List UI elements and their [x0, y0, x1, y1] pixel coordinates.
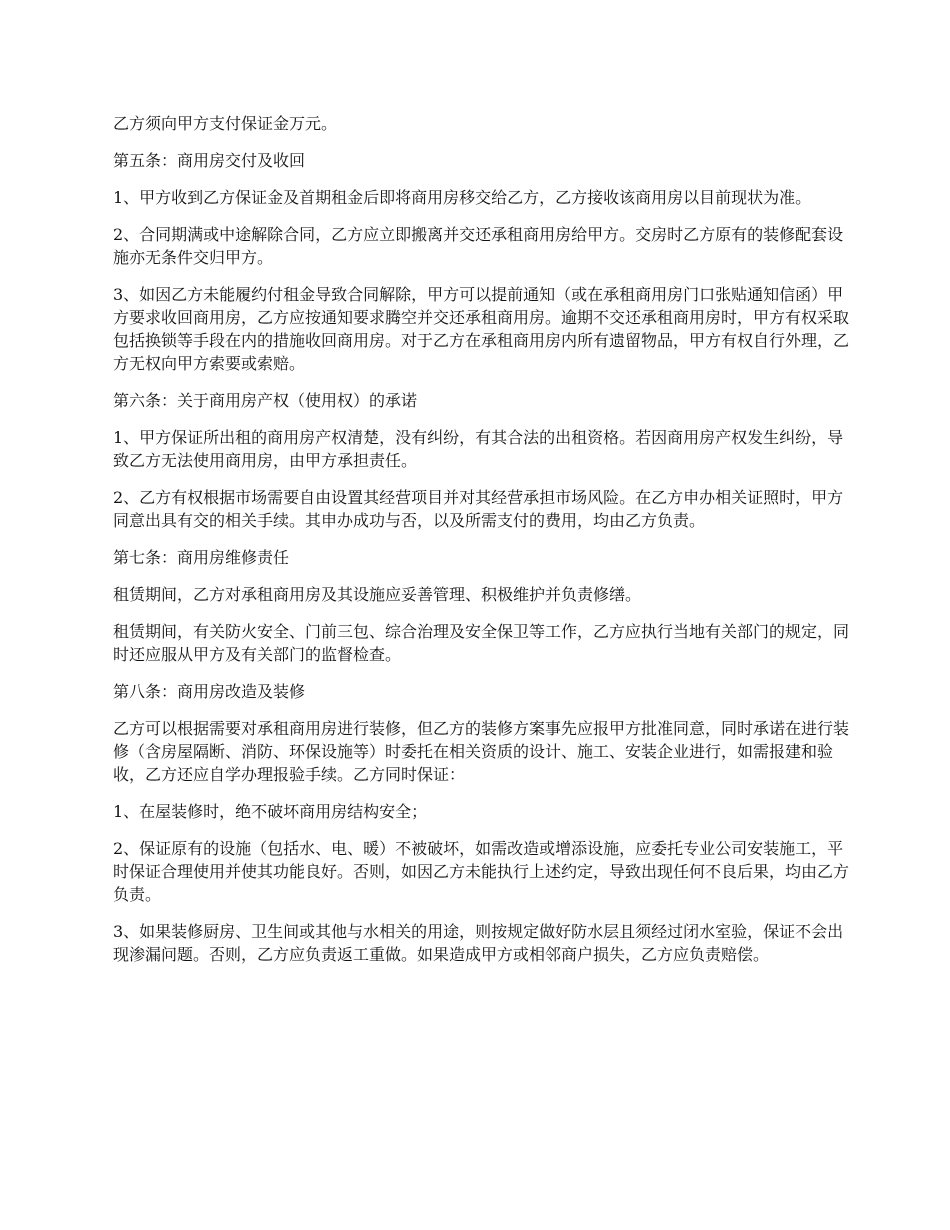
heading-article-5: 第五条：商用房交付及收回	[113, 151, 306, 170]
paragraph-7-1: 租赁期间，乙方对承租商用房及其设施应妥善管理、积极维护并负责修缮。	[113, 585, 642, 604]
document-body	[113, 112, 853, 980]
heading-article-8: 第八条：商用房改造及装修	[113, 682, 306, 701]
paragraph-8-1: 1、在屋装修时，绝不破坏商用房结构安全；	[113, 802, 428, 821]
paragraph-deposit: 乙方须向甲方支付保证金万元。	[113, 114, 338, 133]
paragraph-5-1: 1、甲方收到乙方保证金及首期租金后即将商用房移交给乙方，乙方接收该商用房以目前现状为准。	[113, 188, 812, 207]
paragraph-7-2: 租赁期间，有关防火安全、门前三包、综合治理及安全保卫等工作，乙方应执行当地有关部门的规定，同时还应服从甲方及有关部门的监督检查。	[113, 622, 850, 664]
paragraph-5-3: 3、如因乙方未能履约付租金导致合同解除，甲方可以提前通知（或在承租商用房门口张贴通知信函）甲方要求收回商用房，乙方应按通知要求腾空并交还承租商用房。逾期不交还承租商用房时，甲方有权采取包括换锁等手段在内的措施收回商用房。对于乙方在承租商用房内所有遗留物品，甲方有权自行外理，乙方无权向甲方索要或索赔。	[113, 285, 850, 373]
heading-article-6: 第六条：关于商用房产权（使用权）的承诺	[113, 391, 418, 410]
paragraph-8-3: 3、如果装修厨房、卫生间或其他与水相关的用途，则按规定做好防水层且须经过闭水室验，保证不会出现渗漏问题。否则，乙方应负责返工重做。如果造成甲方或相邻商户损失，乙方应负责赔偿。	[113, 922, 844, 964]
paragraph-8-intro: 乙方可以根据需要对承租商用房进行装修，但乙方的装修方案事先应报甲方批准同意，同时承诺在进行装修（含房屋隔断、消防、环保设施等）时委托在相关资质的设计、施工、安装企业进行，如需报建和验收，乙方还应自学办理报验手续。乙方同时保证：	[113, 719, 850, 784]
paragraph-6-2: 2、乙方有权根据市场需要自由设置其经营项目并对其经营承担市场风险。在乙方申办相关证照时，甲方同意出具有交的相关手续。其申办成功与否，以及所需支付的费用，均由乙方负责。	[113, 488, 844, 530]
paragraph-8-2: 2、保证原有的设施（包括水、电、暖）不被破坏，如需改造或增添设施，应委托专业公司安装施工，平时保证合理使用并使其功能良好。否则，如因乙方未能执行上述约定，导致出现任何不良后果，均由乙方负责。	[113, 839, 850, 904]
paragraph-5-2: 2、合同期满或中途解除合同，乙方应立即搬离并交还承租商用房给甲方。交房时乙方原有的装修配套设施亦无条件交归甲方。	[113, 225, 844, 267]
heading-article-7: 第七条：商用房维修责任	[113, 548, 290, 567]
paragraph-6-1: 1、甲方保证所出租的商用房产权清楚，没有纠纷，有其合法的出租资格。若因商用房产权发生纠纷，导致乙方无法使用商用房，由甲方承担责任。	[113, 428, 844, 470]
